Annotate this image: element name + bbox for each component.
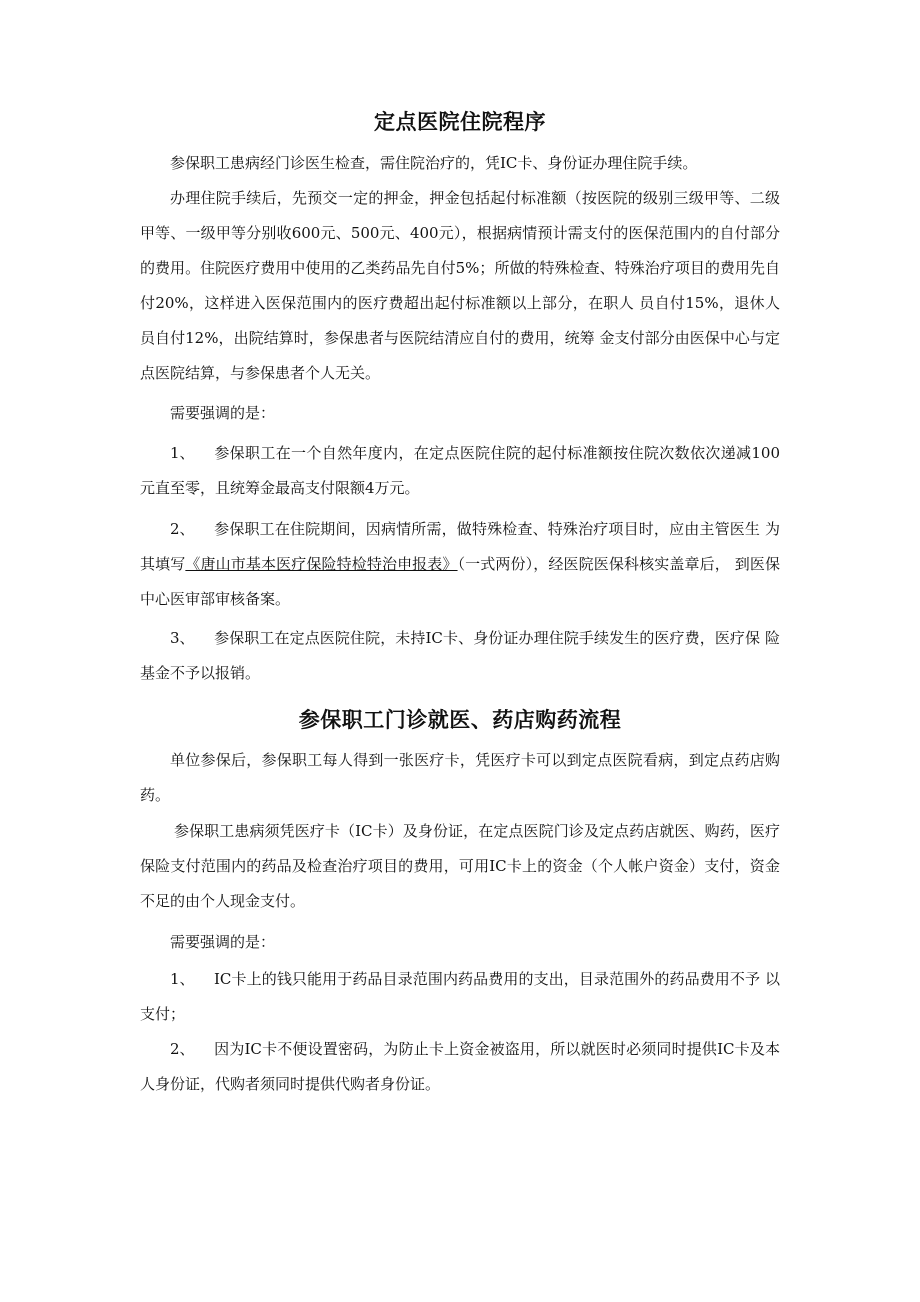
item-number: 3、: [170, 629, 195, 647]
section1-emphasis-label: 需要强调的是：: [170, 404, 276, 422]
item-number: 2、: [170, 520, 195, 538]
section2-title: 参保职工门诊就医、药店购药流程: [298, 708, 622, 732]
item-text: 因为IC卡不便设置密码，为防止卡上资金被盗用，所以就医时必须同时提供IC卡及本人身份证，代购者须同时提供代购者身份证。: [140, 1040, 780, 1093]
section1-paragraph-2: 办理住院手续后，先预交一定的押金，押金包括起付标准额（按医院的级别三级甲等、二级甲等、一级甲等分别收600元、500元、400元），根据病情预计需支付的医保范围内的自付部分的费用。住院医疗费用中使用的乙类药品先自付5%；所做的特殊检查、特殊治疗项目的费用先自付20%，这样进入医保范围内的医疗费超出起付标准额以上部分，在职人 员自付15%，退休人员自付12%，出院结算时，参保患者与医院结清应自付的费用，统筹 金支付部分由医保中心与定点医院结算，与参保患者个人无关。: [140, 189, 780, 382]
section2-paragraph-1: 单位参保后，参保职工每人得到一张医疗卡，凭医疗卡可以到定点医院看病，到定点药店购药。: [140, 751, 780, 804]
section1-item-1: [140, 436, 780, 506]
section2-paragraph-2: 参保职工患病须凭医疗卡（IC卡）及身份证，在定点医院门诊及定点药店就医、购药，医疗保险支付范围内的药品及检查治疗项目的费用，可用IC卡上的资金（个人帐户资金）支付，资金不足的由个人现金支付。: [140, 822, 780, 910]
section2-emphasis-label: 需要强调的是：: [170, 933, 276, 951]
item-number: 1、: [170, 444, 195, 462]
item-number: 1、: [170, 970, 195, 988]
form-name-link[interactable]: 《唐山市基本医疗保险特检特治申报表》: [185, 555, 458, 573]
section1-item-2: [140, 512, 780, 617]
section2-item-1: [140, 962, 780, 1032]
section2-item-2: [140, 1032, 780, 1102]
section1-paragraph-1: 参保职工患病经门诊医生检查，需住院治疗的，凭IC卡、身份证办理住院手续。: [170, 154, 698, 172]
section1-title: 定点医院住院程序: [374, 110, 546, 134]
item-text: 参保职工在定点医院住院，未持IC卡、身份证办理住院手续发生的医疗费，医疗保 险基金不予以报销。: [140, 629, 780, 682]
item-text: IC卡上的钱只能用于药品目录范围内药品费用的支出，目录范围外的药品费用不予 以支付；: [140, 970, 780, 1023]
section1-item-3: [140, 621, 780, 691]
item-number: 2、: [170, 1040, 195, 1058]
item-text: 参保职工在住院期间，因病情所需，做特殊检查、特殊治疗项目时，应由主管医生 为其填写: [140, 520, 780, 573]
item-text-after: （一式两份），经医院医保科核实盖章后， 到医保中心医审部审核备案。: [140, 555, 780, 608]
item-text: 参保职工在一个自然年度内，在定点医院住院的起付标准额按住院次数依次递减100 元直至零，且统筹金最高支付限额4万元。: [140, 444, 780, 497]
